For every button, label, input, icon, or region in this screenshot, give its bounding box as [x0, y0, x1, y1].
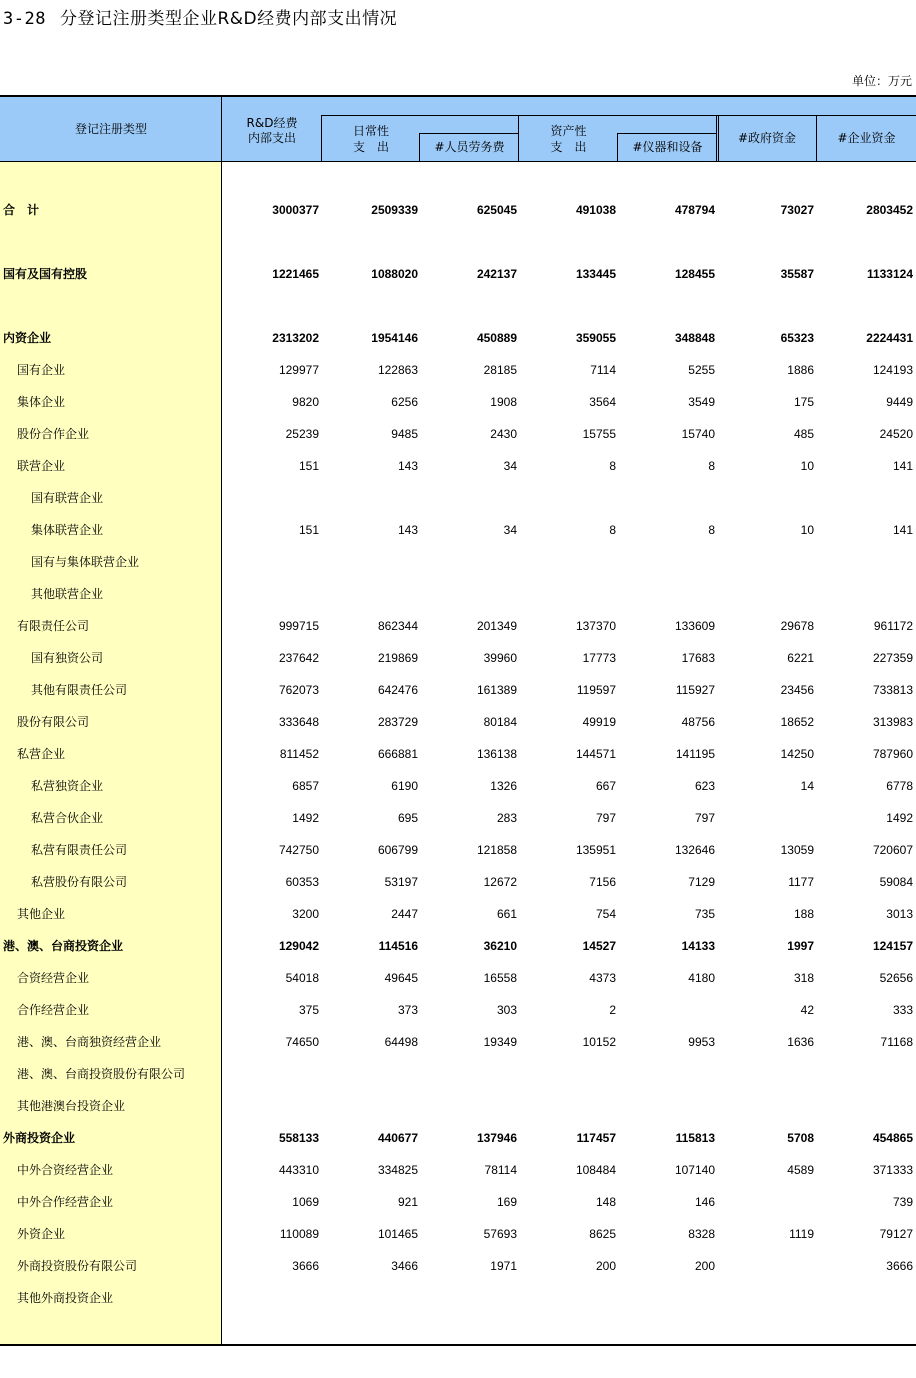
table-cell: 3564: [589, 395, 616, 409]
table-cell: 318: [793, 971, 814, 985]
header-divider: [816, 115, 817, 162]
table-row: [0, 1288, 916, 1308]
header-daily-line2: 支 出: [352, 140, 389, 154]
row-label: 外商投资股份有限公司: [17, 1259, 138, 1273]
table-cell: 283: [496, 811, 517, 825]
table-cell: 8: [609, 523, 616, 537]
table-cell: 1908: [490, 395, 517, 409]
table-cell: 25239: [285, 427, 319, 441]
table-title: 分登记注册类型企业R&D经费内部支出情况: [59, 9, 398, 29]
row-label: 股份合作企业: [17, 427, 90, 441]
table-cell: 1088020: [371, 267, 418, 281]
table-cell: 6256: [391, 395, 418, 409]
table-cell: 117457: [576, 1131, 616, 1145]
table-cell: 1069: [292, 1195, 319, 1209]
table-row: [0, 1128, 916, 1148]
header-divider: [419, 133, 420, 162]
table-row: [0, 648, 916, 668]
table-cell: 129977: [278, 363, 319, 377]
table-cell: 74650: [285, 1035, 319, 1049]
table-cell: 133445: [575, 267, 616, 281]
table-row: [0, 680, 916, 700]
table-cell: 1177: [788, 875, 814, 889]
table-cell: 60353: [285, 875, 319, 889]
table-cell: 720607: [872, 843, 913, 857]
table-row: [0, 808, 916, 828]
table-cell: 110089: [279, 1227, 319, 1241]
header-asset-line1: 资产性: [550, 124, 587, 138]
header-equipment: #仪器和设备: [632, 140, 703, 154]
table-cell: 8: [609, 459, 616, 473]
table-row: [0, 488, 916, 508]
table-cell: 10: [800, 459, 814, 473]
table-cell: 313983: [872, 715, 913, 729]
table-cell: 2: [609, 1003, 616, 1017]
table-cell: 762073: [278, 683, 319, 697]
table-row: [0, 1064, 916, 1084]
table-cell: 42: [800, 1003, 814, 1017]
table-cell: 359055: [575, 331, 616, 345]
row-label: 外资企业: [17, 1227, 66, 1241]
table-cell: 35587: [780, 267, 814, 281]
table-cell: 999715: [278, 619, 319, 633]
table-cell: 334825: [377, 1163, 418, 1177]
table-cell: 3666: [292, 1259, 319, 1273]
table-cell: 124193: [872, 363, 913, 377]
header-gov-funds: #政府资金: [737, 131, 797, 145]
table-cell: 18652: [780, 715, 814, 729]
table-cell: 151: [298, 523, 319, 537]
table-cell: 440677: [377, 1131, 418, 1145]
header-divider: [221, 97, 222, 162]
table-row: [0, 872, 916, 892]
row-label: 合资经营企业: [17, 971, 90, 985]
table-cell: 108484: [575, 1163, 616, 1177]
table-cell: 80184: [483, 715, 517, 729]
table-cell: 34: [503, 459, 517, 473]
table-row: [0, 840, 916, 860]
table-cell: 71168: [880, 1035, 913, 1049]
table-cell: 5255: [688, 363, 715, 377]
row-label: 私营股份有限公司: [31, 875, 128, 889]
table-cell: 375: [298, 1003, 319, 1017]
table-cell: 17773: [582, 651, 616, 665]
table-cell: 9953: [688, 1035, 715, 1049]
table-cell: 151: [298, 459, 319, 473]
table-cell: 6857: [292, 779, 319, 793]
row-label: 国有联营企业: [31, 491, 104, 505]
table-cell: 1492: [292, 811, 319, 825]
header-registration-type: 登记注册类型: [74, 122, 147, 136]
row-label: 私营独资企业: [31, 779, 104, 793]
table-cell: 4373: [589, 971, 616, 985]
table-cell: 14527: [582, 939, 616, 953]
table-cell: 606799: [377, 843, 418, 857]
table-cell: 6190: [391, 779, 418, 793]
table-bottom-border: [0, 1344, 916, 1346]
table-cell: 141: [892, 523, 913, 537]
table-cell: 237642: [278, 651, 319, 665]
table-cell: 137946: [476, 1131, 517, 1145]
table-cell: 141: [892, 459, 913, 473]
table-cell: 739: [892, 1195, 913, 1209]
table-cell: 14133: [681, 939, 715, 953]
table-row: [0, 1096, 916, 1116]
table-cell: 115813: [675, 1131, 715, 1145]
table-cell: 5708: [787, 1131, 814, 1145]
table-cell: 1326: [490, 779, 517, 793]
table-cell: 454865: [872, 1131, 913, 1145]
table-cell: 2430: [490, 427, 517, 441]
row-label: 其他港澳台投资企业: [17, 1099, 126, 1113]
table-row: [0, 776, 916, 796]
row-label: 国有及国有控股: [3, 267, 88, 281]
table-cell: 200: [694, 1259, 715, 1273]
table-cell: 121858: [476, 843, 517, 857]
header-divider: [617, 133, 717, 134]
table-row: [0, 520, 916, 540]
table-cell: 29678: [780, 619, 814, 633]
table-cell: 667: [595, 779, 616, 793]
header-enterprise-funds: #企业资金: [837, 131, 896, 145]
table-cell: 49919: [582, 715, 616, 729]
row-label: 其他有限责任公司: [31, 683, 128, 697]
table-row: [0, 328, 916, 348]
row-label: 国有独资公司: [31, 651, 104, 665]
table-cell: 128455: [674, 267, 715, 281]
row-label: 私营合伙企业: [31, 811, 104, 825]
table-header: [0, 95, 916, 162]
table-cell: 201349: [476, 619, 517, 633]
table-cell: 7156: [589, 875, 616, 889]
page-title: [3, 7, 397, 31]
header-personnel: #人员劳务费: [434, 140, 505, 154]
row-label: 私营企业: [17, 747, 66, 761]
table-cell: 39960: [483, 651, 517, 665]
table-cell: 52656: [879, 971, 913, 985]
table-cell: 333: [892, 1003, 913, 1017]
row-label: 中外合作经营企业: [17, 1195, 114, 1209]
table-cell: 1971: [490, 1259, 517, 1273]
table-cell: 754: [595, 907, 616, 921]
table-cell: 450889: [476, 331, 517, 345]
table-cell: 485: [793, 427, 814, 441]
table-cell: 1886: [787, 363, 814, 377]
table-cell: 143: [397, 523, 418, 537]
table-cell: 2224431: [866, 331, 913, 345]
table-cell: 3466: [391, 1259, 418, 1273]
table-cell: 107140: [674, 1163, 715, 1177]
table-cell: 34: [503, 523, 517, 537]
unit-label: 单位：万元: [851, 74, 912, 88]
table-cell: 2509339: [371, 203, 418, 217]
table-cell: 114516: [378, 939, 418, 953]
table-cell: 491038: [575, 203, 616, 217]
table-row: [0, 968, 916, 988]
table-cell: 59084: [879, 875, 913, 889]
table-cell: 57693: [483, 1227, 517, 1241]
table-cell: 175: [793, 395, 814, 409]
row-label: 其他外商投资企业: [17, 1291, 114, 1305]
table-cell: 1954146: [371, 331, 418, 345]
table-cell: 7114: [590, 363, 616, 377]
header-divider: [419, 133, 519, 134]
table-cell: 6778: [886, 779, 913, 793]
table-cell: 3666: [886, 1259, 913, 1273]
table-cell: 124157: [872, 939, 913, 953]
table-cell: 79127: [879, 1227, 913, 1241]
table-row: [0, 264, 916, 284]
row-label: 股份有限公司: [17, 715, 90, 729]
table-cell: 921: [397, 1195, 418, 1209]
table-cell: 135951: [575, 843, 616, 857]
table-cell: 811452: [279, 747, 319, 761]
table-cell: 1133124: [866, 267, 913, 281]
header-divider: [321, 115, 322, 162]
table-cell: 161389: [476, 683, 517, 697]
table-cell: 797: [595, 811, 616, 825]
table-row: [0, 1256, 916, 1276]
table-row: [0, 616, 916, 636]
table-cell: 132646: [674, 843, 715, 857]
header-divider: [718, 115, 719, 162]
table-cell: 36210: [483, 939, 517, 953]
table-cell: 695: [397, 811, 418, 825]
header-rd-line1: R&D经费: [246, 116, 298, 130]
table-cell: 283729: [377, 715, 418, 729]
table-cell: 19349: [483, 1035, 517, 1049]
table-row: [0, 424, 916, 444]
table-row: [0, 456, 916, 476]
table-cell: 10152: [582, 1035, 616, 1049]
table-cell: 8: [708, 459, 715, 473]
table-cell: 961172: [873, 619, 913, 633]
row-label: 国有与集体联营企业: [31, 555, 140, 569]
table-cell: 625045: [476, 203, 517, 217]
table-cell: 478794: [674, 203, 715, 217]
table-cell: 15740: [681, 427, 715, 441]
row-label: 中外合资经营企业: [17, 1163, 114, 1177]
table-row: [0, 904, 916, 924]
table-cell: 797: [694, 811, 715, 825]
table-cell: 133609: [674, 619, 715, 633]
table-row: [0, 552, 916, 572]
table-cell: 49645: [384, 971, 418, 985]
table-cell: 371333: [872, 1163, 913, 1177]
table-cell: 200: [595, 1259, 616, 1273]
row-label: 内资企业: [3, 331, 52, 345]
table-cell: 3549: [688, 395, 715, 409]
row-label: 合作经营企业: [17, 1003, 90, 1017]
row-label: 集体联营企业: [31, 523, 104, 537]
table-cell: 13059: [780, 843, 814, 857]
table-cell: 219869: [377, 651, 418, 665]
header-divider: [321, 115, 916, 116]
table-cell: 623: [694, 779, 715, 793]
table-cell: 787960: [872, 747, 913, 761]
row-label: 国有企业: [17, 363, 66, 377]
table-cell: 303: [496, 1003, 517, 1017]
table-cell: 53197: [384, 875, 418, 889]
table-cell: 169: [496, 1195, 517, 1209]
table-row: [0, 1224, 916, 1244]
table-cell: 862344: [377, 619, 418, 633]
table-cell: 10: [800, 523, 814, 537]
table-cell: 1221465: [272, 267, 319, 281]
table-cell: 227359: [872, 651, 913, 665]
table-cell: 8: [708, 523, 715, 537]
table-cell: 48756: [681, 715, 715, 729]
row-label: 其他企业: [17, 907, 66, 921]
header-divider: [617, 133, 618, 162]
table-cell: 101465: [377, 1227, 418, 1241]
table-cell: 1997: [787, 939, 814, 953]
table-row: [0, 744, 916, 764]
table-cell: 642476: [377, 683, 418, 697]
row-label: 港、澳、台商独资经营企业: [17, 1035, 162, 1049]
table-cell: 742750: [278, 843, 319, 857]
table-cell: 148: [595, 1195, 616, 1209]
table-cell: 3013: [886, 907, 913, 921]
table-cell: 23456: [780, 683, 814, 697]
header-divider: [518, 115, 519, 162]
table-row: [0, 936, 916, 956]
table-cell: 1492: [886, 811, 913, 825]
row-label: 港、澳、台商投资股份有限公司: [17, 1067, 186, 1081]
table-cell: 115927: [675, 683, 715, 697]
table-cell: 735: [694, 907, 715, 921]
header-divider: [716, 115, 717, 162]
header-asset-line2: 支 出: [550, 140, 587, 154]
row-label: 集体企业: [17, 395, 66, 409]
row-label: 港、澳、台商投资企业: [3, 939, 124, 953]
table-cell: 558133: [278, 1131, 319, 1145]
table-cell: 333648: [278, 715, 319, 729]
table-cell: 2803452: [866, 203, 913, 217]
table-cell: 28185: [483, 363, 517, 377]
table-cell: 141195: [675, 747, 715, 761]
table-row: [0, 200, 916, 220]
table-row: [0, 1000, 916, 1020]
table-cell: 4589: [787, 1163, 814, 1177]
table-cell: 242137: [476, 267, 517, 281]
table-cell: 12672: [483, 875, 517, 889]
table-cell: 661: [496, 907, 517, 921]
table-row: [0, 1032, 916, 1052]
header-daily-line1: 日常性: [352, 124, 389, 138]
header-rd-line2: 内部支出: [247, 131, 296, 145]
table-number: 3-28: [3, 9, 46, 29]
row-label: 其他联营企业: [31, 587, 104, 601]
table-cell: 1636: [787, 1035, 814, 1049]
table-cell: 2313202: [272, 331, 319, 345]
table-cell: 146: [694, 1195, 715, 1209]
table-cell: 443310: [278, 1163, 319, 1177]
table-cell: 78114: [484, 1163, 517, 1177]
row-label: 外商投资企业: [3, 1131, 76, 1145]
table-cell: 65323: [780, 331, 814, 345]
row-label: 私营有限责任公司: [31, 843, 128, 857]
table-row: [0, 360, 916, 380]
table-cell: 129042: [278, 939, 319, 953]
table-cell: 6221: [787, 651, 814, 665]
table-cell: 119597: [576, 683, 616, 697]
table-cell: 188: [793, 907, 814, 921]
table-cell: 8625: [589, 1227, 616, 1241]
table-row: [0, 712, 916, 732]
table-cell: 122863: [377, 363, 418, 377]
table-cell: 15755: [582, 427, 616, 441]
table-cell: 4180: [688, 971, 715, 985]
table-cell: 64498: [384, 1035, 418, 1049]
table-row: [0, 1192, 916, 1212]
table-cell: 9820: [292, 395, 319, 409]
table-cell: 666881: [377, 747, 418, 761]
table-row: [0, 392, 916, 412]
table-cell: 54018: [285, 971, 319, 985]
table-cell: 8328: [688, 1227, 715, 1241]
table-row: [0, 1160, 916, 1180]
table-cell: 143: [397, 459, 418, 473]
table-cell: 14250: [780, 747, 814, 761]
table-cell: 1119: [789, 1227, 814, 1241]
table-cell: 3000377: [272, 203, 319, 217]
row-label: 联营企业: [17, 459, 66, 473]
row-label: 有限责任公司: [17, 619, 90, 633]
table-cell: 373: [397, 1003, 418, 1017]
table-cell: 348848: [674, 331, 715, 345]
table-cell: 14: [800, 779, 814, 793]
table-cell: 3200: [292, 907, 319, 921]
table-cell: 73027: [780, 203, 814, 217]
table-cell: 7129: [688, 875, 715, 889]
table-cell: 2447: [391, 907, 418, 921]
table-cell: 24520: [879, 427, 913, 441]
table-cell: 9449: [886, 395, 913, 409]
table-row: [0, 584, 916, 604]
table-cell: 144571: [575, 747, 616, 761]
table-cell: 136138: [476, 747, 517, 761]
table-cell: 733813: [872, 683, 913, 697]
table-cell: 16558: [483, 971, 517, 985]
row-label: 合 计: [3, 203, 40, 217]
table-cell: 137370: [575, 619, 616, 633]
table-cell: 17683: [681, 651, 715, 665]
table-cell: 9485: [391, 427, 418, 441]
